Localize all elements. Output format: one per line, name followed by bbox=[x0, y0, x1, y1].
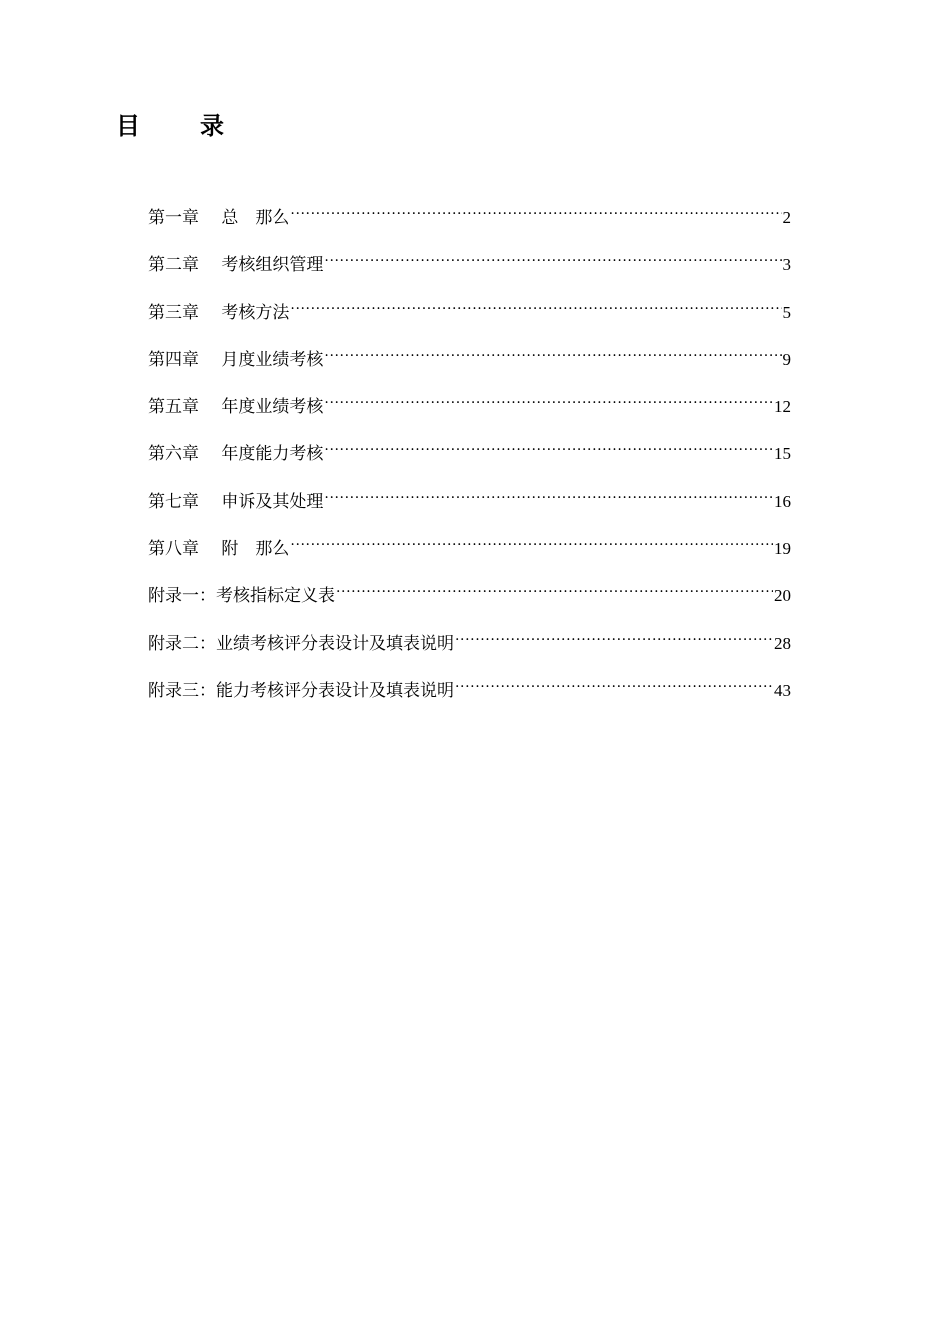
toc-dot-leader bbox=[455, 668, 773, 696]
toc-entry[interactable] bbox=[148, 290, 791, 337]
toc-entry-page: 15 bbox=[774, 444, 791, 464]
toc-entry-page: 2 bbox=[782, 208, 791, 227]
toc-dot-leader bbox=[336, 573, 773, 601]
toc-entry-page: 3 bbox=[782, 255, 791, 275]
toc-entry-label: 第七章 申诉及其处理 bbox=[148, 491, 324, 512]
toc-entry[interactable] bbox=[148, 573, 791, 620]
toc-entry[interactable] bbox=[148, 431, 791, 478]
toc-entry-page: 19 bbox=[774, 539, 791, 559]
toc-entry-label: 第三章 考核方法 bbox=[148, 302, 290, 323]
toc-dot-leader bbox=[324, 479, 773, 507]
toc-entry[interactable] bbox=[148, 195, 791, 242]
toc-entry[interactable] bbox=[148, 242, 791, 289]
toc-entry-label: 附录二：业绩考核评分表设计及填表说明 bbox=[148, 633, 454, 654]
toc-entry-page: 12 bbox=[774, 397, 791, 417]
toc-entry-page: 5 bbox=[782, 302, 791, 322]
toc-entry[interactable] bbox=[148, 621, 791, 668]
toc-entry-label: 附录一：考核指标定义表 bbox=[148, 586, 335, 607]
toc-entry-label: 第五章 年度业绩考核 bbox=[148, 397, 324, 418]
page-title: 目 录 bbox=[116, 112, 242, 140]
toc-entry-label: 第二章 考核组织管理 bbox=[148, 255, 324, 276]
toc-entry-label: 第六章 年度能力考核 bbox=[148, 444, 324, 465]
toc-entry-page: 28 bbox=[774, 633, 791, 653]
toc-entry[interactable] bbox=[148, 479, 791, 526]
toc-entry[interactable] bbox=[148, 668, 791, 715]
toc-dot-leader bbox=[324, 242, 781, 270]
toc-entry-label: 第一章 总 那么 bbox=[148, 208, 290, 228]
toc-entry-page: 43 bbox=[774, 680, 791, 700]
toc-entry-label: 第八章 附 那么 bbox=[148, 539, 290, 560]
toc-dot-leader bbox=[290, 290, 781, 318]
toc-entry[interactable] bbox=[148, 526, 791, 573]
toc-dot-leader bbox=[455, 621, 773, 649]
toc-dot-leader bbox=[290, 195, 781, 223]
toc-dot-leader bbox=[324, 431, 773, 459]
toc-dot-leader bbox=[290, 526, 773, 554]
toc-entry[interactable] bbox=[148, 337, 791, 384]
toc-entry-page: 16 bbox=[774, 491, 791, 511]
table-of-contents bbox=[148, 195, 791, 715]
toc-entry-label: 附录三：能力考核评分表设计及填表说明 bbox=[148, 680, 454, 701]
toc-entry-page: 20 bbox=[774, 586, 791, 606]
toc-dot-leader bbox=[324, 384, 773, 412]
toc-entry[interactable] bbox=[148, 384, 791, 431]
toc-dot-leader bbox=[324, 337, 781, 365]
toc-entry-label: 第四章 月度业绩考核 bbox=[148, 349, 324, 370]
toc-entry-page: 9 bbox=[782, 349, 791, 369]
